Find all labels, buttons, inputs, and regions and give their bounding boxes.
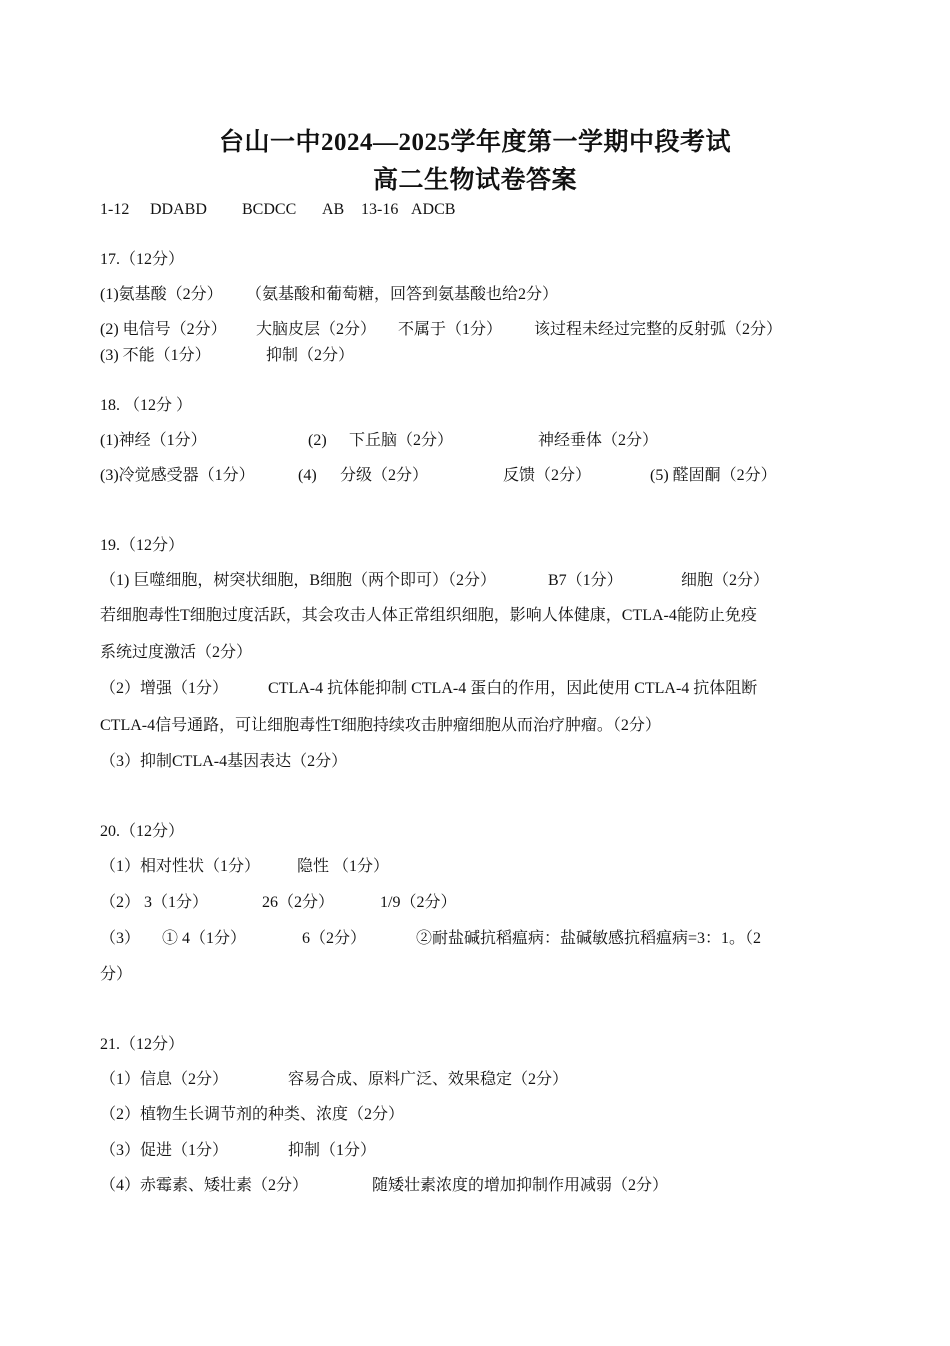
mc-label-2: 13-16 [361,201,399,218]
q18-answer-1: (1)神经（1分） [100,432,207,449]
q17-answer-1-note: （氨基酸和葡萄糖，回答到氨基酸也给2分） [246,286,559,303]
q19-answer-2b: CTLA-4 抗体能抑制 CTLA-4 蛋白的作用，因此使用 CTLA-4 抗体阻断 [268,680,758,697]
mc-answers-group-4: ADCB [411,201,456,218]
q18-answer-4b: 反馈（2分） [503,467,592,484]
q17-answer-3b: 抑制（2分） [266,347,355,364]
q21-heading: 21.（12分） [100,1036,185,1053]
q21-answer-4b: 随矮壮素浓度的增加抑制作用减弱（2分） [372,1177,669,1194]
q19-answer-1c: 细胞（2分） [681,572,770,589]
q19-answer-2-cont: CTLA-4信号通路，可让细胞毒性T细胞持续攻击肿瘤细胞从而治疗肿瘤。（2分） [100,717,661,734]
q19-answer-1b: B7（1分） [548,572,623,589]
q19-heading: 19.（12分） [100,537,185,554]
mc-answers-group-3: AB [322,201,345,218]
q18-answer-4-label: (4) [298,467,317,484]
mc-answers-group-2: BCDCC [242,201,297,218]
q17-answer-1: (1)氨基酸（2分） [100,286,223,303]
q21-answer-4a: （4）赤霉素、矮壮素（2分） [100,1177,309,1194]
q21-answer-2: （2）植物生长调节剂的种类、浓度（2分） [100,1106,405,1123]
page-subtitle: 高二生物试卷答案 [372,167,577,194]
q20-answer-3a: ① 4（1分） [162,930,247,947]
q19-answer-1a: （1) 巨噬细胞，树突状细胞，B细胞（两个即可）（2分） [100,572,497,589]
q20-answer-3c: ②耐盐碱抗稻瘟病：盐碱敏感抗稻瘟病=3：1。（2 [416,930,762,947]
q17-answer-2d: 该过程未经过完整的反射弧（2分） [534,321,783,338]
q20-answer-1a: （1）相对性状（1分） [100,858,261,875]
q20-answer-1b: 隐性 （1分） [297,858,390,875]
q18-answer-3: (3)冷觉感受器（1分） [100,467,255,484]
q18-answer-2-label: (2) [308,432,327,449]
q17-heading: 17.（12分） [100,251,185,268]
q17-answer-2c: 不属于（1分） [398,321,503,338]
q18-answer-5: (5) 醛固酮（2分） [650,467,777,484]
q18-answer-4a: 分级（2分） [340,467,429,484]
q20-answer-3c-cont: 分） [100,966,133,983]
q20-answer-3-label: （3） [100,930,141,947]
q20-heading: 20.（12分） [100,823,185,840]
q20-answer-2c: 1/9（2分） [380,894,457,911]
mc-label: 1-12 [100,201,130,218]
q19-answer-1-explanation: 若细胞毒性T细胞过度活跃，其会攻击人体正常组织细胞，影响人体健康，CTLA-4能防止免疫 [100,607,757,624]
q21-answer-1a: （1）信息（2分） [100,1071,229,1088]
q21-answer-3a: （3）促进（1分） [100,1142,229,1159]
q19-answer-3: （3）抑制CTLA-4基因表达（2分） [100,753,348,770]
q20-answer-3b: 6（2分） [302,930,367,947]
q21-answer-3b: 抑制（1分） [288,1142,377,1159]
q20-answer-2b: 26（2分） [262,894,335,911]
q17-answer-2b: 大脑皮层（2分） [256,321,377,338]
q18-answer-2a: 下丘脑（2分） [349,432,454,449]
q20-answer-2a: （2） 3（1分） [100,894,209,911]
q17-answer-2a: (2) 电信号（2分） [100,321,227,338]
q18-heading: 18. （12分 ） [100,397,193,414]
q19-answer-2a: （2）增强（1分） [100,680,229,697]
mc-answers-group-1: DDABD [150,201,207,218]
q18-answer-2b: 神经垂体（2分） [538,432,659,449]
page-title: 台山一中2024—2025学年度第一学期中段考试 [218,129,731,156]
q17-answer-3a: (3) 不能（1分） [100,347,211,364]
q21-answer-1b: 容易合成、原料广泛、效果稳定（2分） [288,1071,569,1088]
q19-answer-1-explanation-cont: 系统过度激活（2分） [100,644,253,661]
